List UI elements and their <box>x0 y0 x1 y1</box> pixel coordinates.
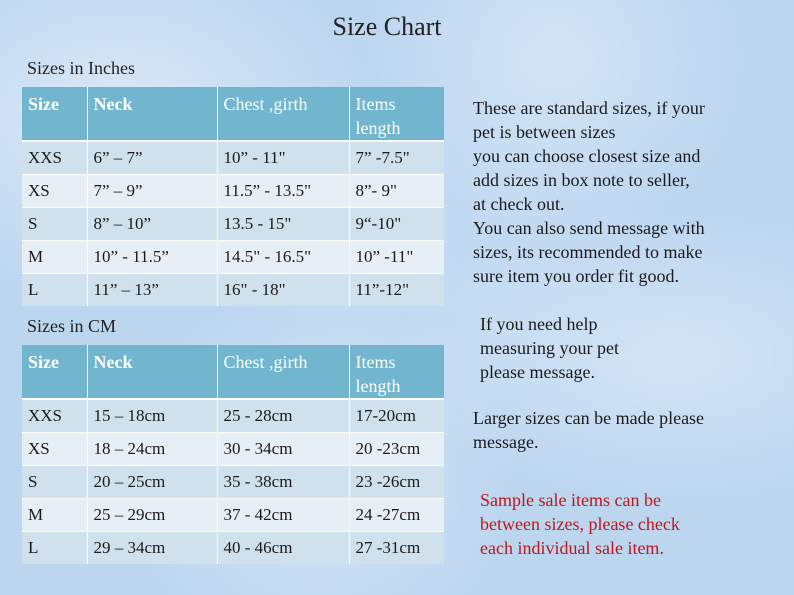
cell-neck: 20 – 25cm <box>87 465 217 498</box>
header-size: Size <box>22 345 87 399</box>
inches-section-label: Sizes in Inches <box>27 58 135 78</box>
table-row <box>22 531 444 564</box>
larger-sizes-note: Larger sizes can be made please message. <box>473 408 705 452</box>
cm-size-table <box>22 345 444 564</box>
cell-length: 23 -26cm <box>349 465 444 498</box>
cell-size: M <box>22 498 87 531</box>
cell-length: 17-20cm <box>349 399 444 432</box>
table-row <box>22 207 444 240</box>
cell-length: 11”-12" <box>349 273 444 306</box>
cell-size: XXS <box>22 399 87 432</box>
cell-length: 8”- 9" <box>349 174 444 207</box>
cell-neck: 8” – 10” <box>87 207 217 240</box>
header-chest: Chest ,girth <box>217 345 349 399</box>
table-row <box>22 498 444 531</box>
sample-sale-note: Sample sale items can be between sizes, please check each individual sale item. <box>480 490 680 558</box>
cell-size: L <box>22 531 87 564</box>
cell-length: 24 -27cm <box>349 498 444 531</box>
cell-neck: 10” - 11.5” <box>87 240 217 273</box>
cell-chest: 30 - 34cm <box>217 432 349 465</box>
cell-neck: 6” – 7” <box>87 141 217 174</box>
cell-length: 7” -7.5" <box>349 141 444 174</box>
table-header-row <box>22 87 444 141</box>
table-row <box>22 399 444 432</box>
header-length: Items length <box>349 87 444 141</box>
table-row <box>22 174 444 207</box>
table-row <box>22 465 444 498</box>
header-length: Items length <box>349 345 444 399</box>
cell-size: XS <box>22 174 87 207</box>
measuring-help-note: If you need help measuring your pet please message. <box>480 314 619 382</box>
cell-neck: 25 – 29cm <box>87 498 217 531</box>
header-chest: Chest ,girth <box>217 87 349 141</box>
inches-size-table <box>22 87 444 306</box>
cell-size: L <box>22 273 87 306</box>
cell-chest: 11.5” - 13.5" <box>217 174 349 207</box>
cell-neck: 7” – 9” <box>87 174 217 207</box>
cell-neck: 18 – 24cm <box>87 432 217 465</box>
cell-size: S <box>22 207 87 240</box>
cell-size: XXS <box>22 141 87 174</box>
cell-chest: 16" - 18" <box>217 273 349 306</box>
table-header-row <box>22 345 444 399</box>
cell-size: S <box>22 465 87 498</box>
header-size: Size <box>22 87 87 141</box>
cell-chest: 14.5" - 16.5" <box>217 240 349 273</box>
cell-length: 20 -23cm <box>349 432 444 465</box>
header-neck: Neck <box>87 345 217 399</box>
cell-size: XS <box>22 432 87 465</box>
cell-length: 27 -31cm <box>349 531 444 564</box>
cell-length: 10” -11" <box>349 240 444 273</box>
header-neck: Neck <box>87 87 217 141</box>
table-row <box>22 141 444 174</box>
cell-chest: 13.5 - 15" <box>217 207 349 240</box>
cell-neck: 11” – 13” <box>87 273 217 306</box>
cm-section-label: Sizes in CM <box>27 316 117 336</box>
table-row <box>22 240 444 273</box>
cell-chest: 25 - 28cm <box>217 399 349 432</box>
cell-chest: 37 - 42cm <box>217 498 349 531</box>
table-row <box>22 273 444 306</box>
page-title: Size Chart <box>332 12 442 41</box>
cell-length: 9“-10" <box>349 207 444 240</box>
cell-chest: 35 - 38cm <box>217 465 349 498</box>
cell-chest: 40 - 46cm <box>217 531 349 564</box>
table-row <box>22 432 444 465</box>
cell-neck: 15 – 18cm <box>87 399 217 432</box>
standard-sizes-note: These are standard sizes, if your pet is between sizes you can choose closest size and add sizes in box note to seller, at check out. You can also send message with sizes, its recommended to make sure item you order fit good. <box>473 98 705 286</box>
cell-size: M <box>22 240 87 273</box>
cell-neck: 29 – 34cm <box>87 531 217 564</box>
cell-chest: 10” - 11" <box>217 141 349 174</box>
